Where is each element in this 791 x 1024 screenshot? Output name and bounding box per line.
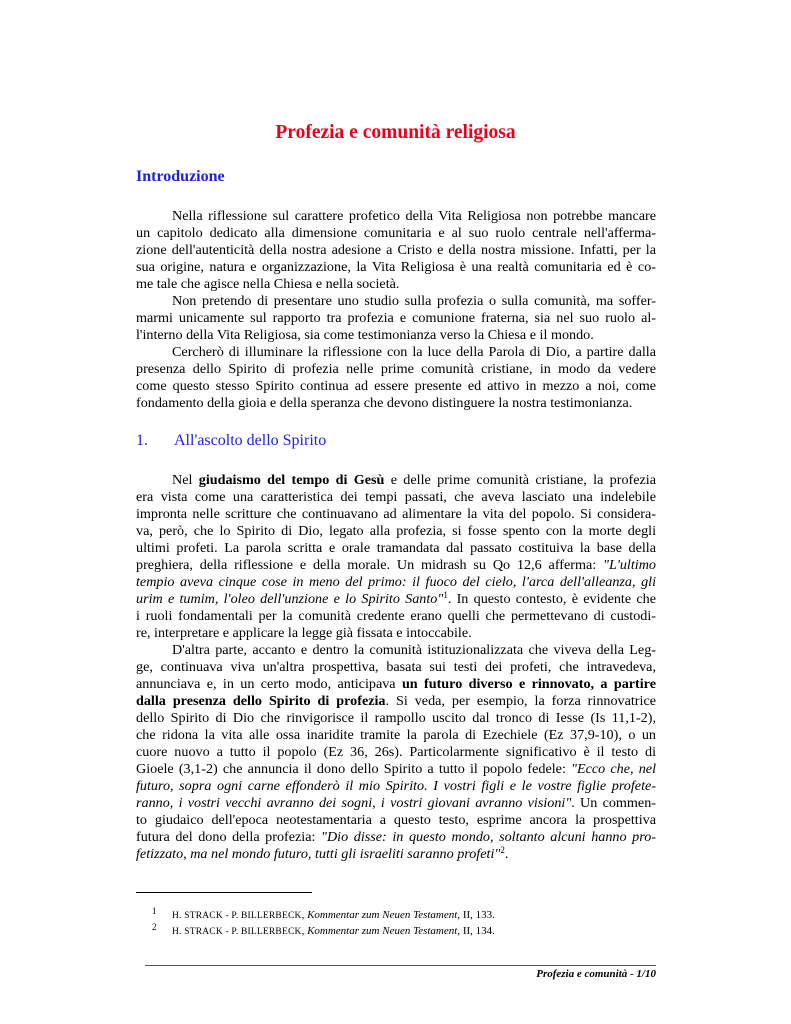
text-line: ultimi profeti. La parola scritta e orale tramandata dal passato costituiva la base della — [136, 540, 656, 556]
footnote: 1 H. STRACK - P. BILLERBECK, Kommentar zum Neuen Testament, II, 133. — [152, 906, 495, 921]
footnote-ref[interactable]: 1 — [443, 590, 448, 600]
text-line: re, interpretare e applicare la legge già fissata e intoccabile. — [136, 625, 472, 641]
text-line: Non pretendo di presentare uno studio sulla profezia o sulla comunità, ma soffer- — [172, 293, 656, 309]
quote-text: "Ecco che, nel — [571, 761, 657, 777]
bold-phrase: un futuro diverso e rinnovato, a partire — [401, 676, 656, 692]
text-line: Gioele (3,1-2) che annuncia il dono dello Spirito a tutto il popolo fedele: "Ecco che, nel — [136, 761, 657, 777]
bold-phrase: dalla presenza dello Spirito di profezia — [136, 693, 386, 709]
text-line: D'altra parte, accanto e dentro la comunità istituzionalizzata che viveva della Leg- — [172, 642, 656, 658]
text-line: Nella riflessione sul carattere profetico della Vita Religiosa non potrebbe mancare — [172, 208, 656, 224]
intro-heading: Introduzione — [136, 168, 225, 185]
footnote: 2 H. STRACK - P. BILLERBECK, Kommentar zum Neuen Testament, II, 134. — [152, 922, 495, 937]
text-line — [136, 574, 656, 591]
quote-text: fetizzato, ma nel mondo futuro, tutti gli israeliti saranno profeti" — [136, 846, 501, 862]
footnote-ref[interactable]: 2 — [500, 845, 505, 855]
footnote-work: Kommentar zum Neuen Testament — [307, 909, 458, 921]
text-line: un capitolo dedicato alla dimensione comunitaria e al suo ruolo centrale nell'afferma- — [136, 225, 656, 241]
text-line — [136, 778, 656, 795]
section-title: All'ascolto dello Spirito — [174, 432, 327, 449]
footnote-work: Kommentar zum Neuen Testament — [307, 925, 458, 937]
quote-text: urim e tumim, l'oleo dell'unzione e lo Spirito Santo" — [136, 591, 444, 607]
footnote-separator — [136, 892, 312, 893]
text-line: zione dell'autenticità della nostra adesione a Cristo e della nostra missione. Infatti, per la — [136, 242, 656, 258]
text-line: urim e tumim, l'oleo dell'unzione e lo Spirito Santo"$^1$. In questo contesto, è evidente che — [136, 590, 656, 607]
quote-text: "Dio disse: in questo mondo, soltanto alcuni hanno pro- — [321, 829, 656, 845]
footnote-number: 1 — [152, 906, 157, 916]
footnote-ref-text: , II, 133. — [457, 909, 495, 921]
text-line: annunciava e, in un certo modo, anticipava un futuro diverso e rinnovato, a partire — [136, 676, 656, 692]
section-body — [136, 472, 656, 863]
footnote-number: 2 — [152, 922, 157, 932]
text-line: Nel giudaismo del tempo di Gesù e delle prime comunità cristiane, la profezia — [172, 472, 656, 488]
text-line: dalla presenza dello Spirito di profezia. Si veda, per esempio, la forza rinnovatrice — [136, 693, 656, 709]
quote-text: ranno, i vostri vecchi avranno dei sogni, i vostri giovani avranno visioni" — [136, 795, 572, 811]
text-line: presenza dello Spirito di profezia nelle prime comunità cristiane, in modo da vedere — [136, 361, 656, 377]
intro-body — [136, 208, 656, 412]
text-line: come questo stesso Spirito continua ad essere presente ed attivo in mezzo a noi, come — [136, 378, 656, 394]
text-line: va, però, che lo Spirito di Dio, legato alla profezia, si fosse spento con la morte degli — [136, 523, 656, 539]
page-footer: Profezia e comunità - 1/10 — [536, 968, 656, 980]
text-line: me tale che agisce nella Chiesa e nella società. — [136, 276, 400, 292]
text-line: impronta nelle scritture che continuavano ad alimentare la vita del popolo. Si considera- — [136, 506, 656, 522]
text-line: sua origine, natura e organizzazione, la Vita Religiosa è una realtà comunitaria ed è co- — [136, 259, 656, 275]
text-line: Cercherò di illuminare la riflessione con la luce della Parola di Dio, a partire dalla — [172, 344, 656, 360]
text-line: ranno, i vostri vecchi avranno dei sogni, i vostri giovani avranno visioni". Un commen- — [136, 795, 656, 811]
text-line: fondamento della gioia e della speranza che devono distinguere la nostra testimonianza. — [136, 395, 633, 411]
text-line: cuore nuovo a tutto il popolo (Ez 36, 26s). Particolarmente significativo è il testo di — [136, 744, 656, 760]
text-line: preghiera, della riflessione e della morale. Un midrash su Qo 12,6 afferma: "L'ultimo — [136, 557, 656, 573]
section-number: 1. — [136, 432, 148, 449]
footnote-authors: H. STRACK - P. BILLERBECK — [172, 911, 302, 921]
text-line: i ruoli fondamentali per la comunità credente erano quelli che permettevano di custodi- — [136, 608, 656, 624]
footer-rule — [145, 965, 656, 966]
text-line: fetizzato, ma nel mondo futuro, tutti gli israeliti saranno profeti"$^2$. — [136, 845, 509, 862]
text-line: dello Spirito di Dio che rinvigorisce il rampollo uscito dal tronco di Iesse (Is 11,1-2), — [136, 710, 656, 726]
text-line: ge, continuava viva un'altra prospettiva, basata sui testi dei profeti, che intravedeva, — [136, 659, 656, 675]
text-line: futura del dono della profezia: "Dio disse: in questo mondo, soltanto alcuni hanno pro- — [136, 829, 656, 845]
quote-text: "L'ultimo — [603, 557, 656, 573]
quote-text: futuro, sopra ogni carne effonderò il mio Spirito. I vostri figli e le vostre figlie profete- — [136, 778, 656, 794]
bold-phrase: giudaismo del tempo di Gesù — [198, 472, 385, 488]
text-line: che ridona la vita alle ossa inaridite tramite la parola di Ezechiele (Ez 37,9-10), o un — [136, 727, 656, 743]
footnote-ref-text: , II, 134. — [457, 925, 495, 937]
text-line: era vista come una caratteristica dei tempi passati, che aveva lasciato una indelebile — [136, 489, 656, 505]
document-title: Profezia e comunità religiosa — [275, 122, 516, 143]
text-line: marmi unicamente sul rapporto tra profezia e comunione fraterna, sia nel suo ruolo al- — [136, 310, 656, 326]
text-line: to giudaico dell'epoca neotestamentaria a questo testo, esprime ancora la prospettiva — [136, 812, 656, 828]
footnote-authors: H. STRACK - P. BILLERBECK — [172, 927, 302, 937]
text-line: l'interno della Vita Religiosa, sia come testimonianza verso la Chiesa e il mondo. — [136, 327, 594, 343]
section-heading — [136, 432, 326, 450]
quote-text: tempio aveva cinque cose in meno del primo: il fuoco del cielo, l'arca dell'alleanza, gli — [136, 574, 656, 590]
